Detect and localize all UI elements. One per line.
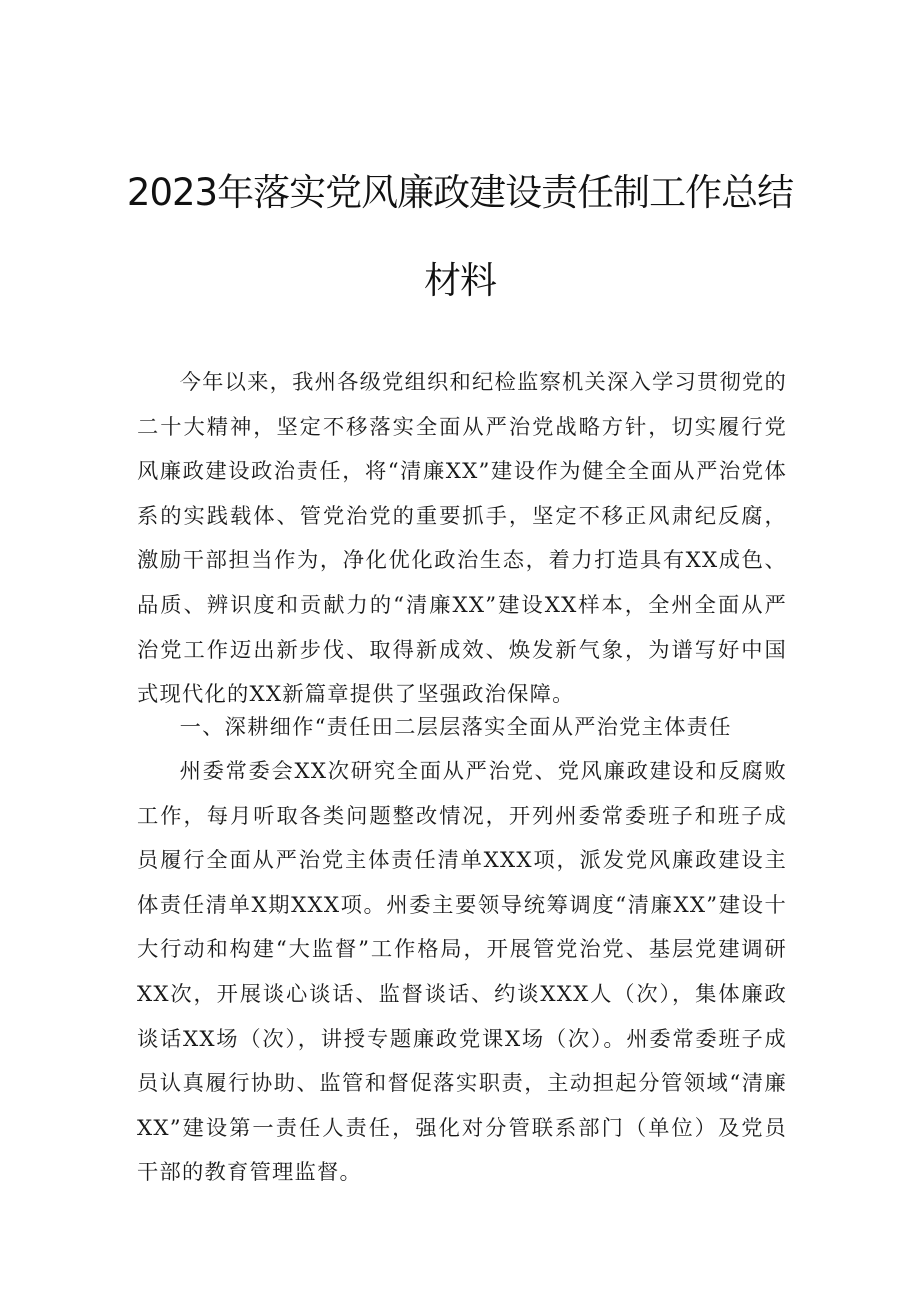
document-title-line-2: 材料 <box>424 259 496 302</box>
section-heading-1: 一、深耕细作“责任田二层层落实全面从严治党主体责任 <box>179 715 732 740</box>
paragraph-intro: 今年以来，我州各级党组织和纪检监察机关深入学习贯彻党的二十大精神，坚定不移落实全面从严治党战略方针，切实履行党风廉政建设政治责任，将“清廉XX”建设作为健全全面从严治党体系的实践载体、管党治党的重要抓手，坚定不移正风肃纪反腐，激励干部担当作为，净化优化政治生态，着力打造具有XX成色、品质、辨识度和贡献力的“清廉XX”建设XX样本，全州全面从严治党工作迈出新步伐、取得新成效、焕发新气象，为谱写好中国式现代化的XX新篇章提供了坚强政治保障。 <box>137 370 788 708</box>
document-title-line-1: 2023年落实党风廉政建设责任制工作总结 <box>126 171 794 214</box>
paragraph-section-1: 州委常委会XX次研究全面从严治党、党风廉政建设和反腐败工作，每月听取各类问题整改情况，开列州委常委班子和班子成员履行全面从严治党主体责任清单XXX项，派发党风廉政建设主体责任清单X期XXX项。州委主要领导统筹调度“清廉XX”建设十大行动和构建“大监督”工作格局，开展管党治党、基层党建调研XX次，开展谈心谈话、监督谈话、约谈XXX人（次），集体廉政谈话XX场（次），讲授专题廉政党课X场（次）。州委常委班子成员认真履行协助、监管和督促落实职责，主动担起分管领域“清廉XX”建设第一责任人责任，强化对分管联系部门（单位）及党员干部的教育管理监督。 <box>137 759 787 1186</box>
